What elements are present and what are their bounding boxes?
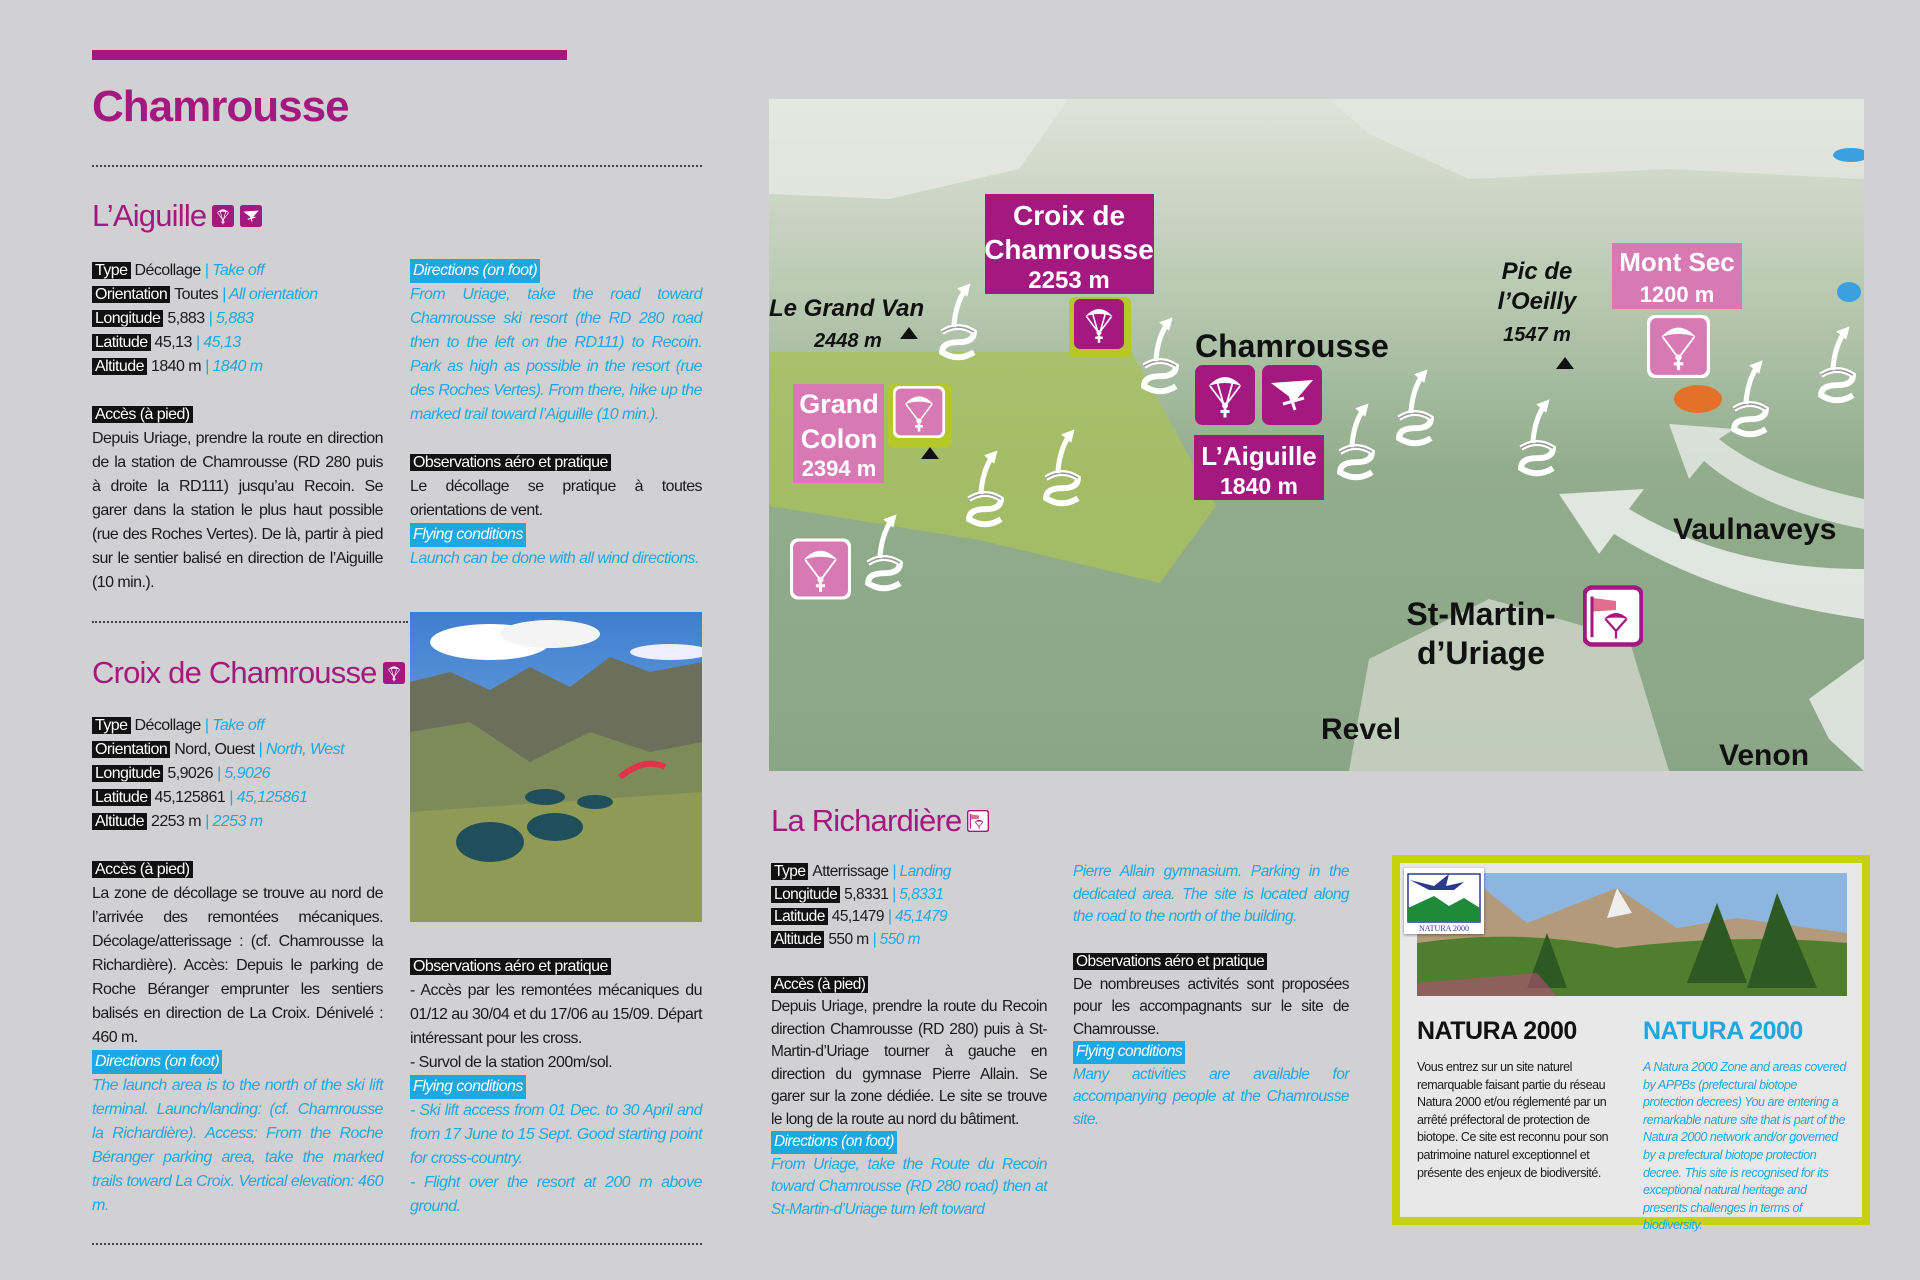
aiguille-left-column bbox=[92, 259, 383, 595]
map-label-grand-colon: Colon bbox=[800, 424, 878, 454]
separator: | bbox=[204, 310, 217, 327]
observations-text: De nombreuses activités sont proposées pour les accompagnants sur le site de Chamrousse. bbox=[1073, 975, 1349, 1038]
map-label-aiguille: L’Aiguille bbox=[1201, 441, 1317, 471]
field-value-en: 1840 m bbox=[212, 358, 263, 375]
flying-conditions-label: Flying conditions bbox=[1073, 1041, 1185, 1064]
map-label-st-martin: St-Martin- bbox=[1406, 596, 1556, 632]
map-label-pic-oeilly: l’Oeilly bbox=[1497, 288, 1577, 315]
map-label-chamrousse: Chamrousse bbox=[1195, 328, 1389, 364]
natura-text-fr: Vous entrez sur un site naturel remarquable faisant partie du réseau Natura 2000 et/ou réglementé par un arrêté préfectoral de protection de biotope. Ce site est reconnu pour son patrimoine naturel exceptionnel et présente des enjeux de biodiversité. bbox=[1417, 1060, 1609, 1180]
directions-text-continued: Pierre Allain gymnasium. Parking in the dedicated area. The site is located along the road to the north of the building. bbox=[1073, 863, 1349, 925]
access-text: Depuis Uriage, prendre la route du Recoin direction Chamrousse (RD 280) puis à St-Martin-d’Uriage tourner à gauche en direction du gymnase Pierre Allain. Se garer sur la zone dédiée. Le site se trouve le long de la route au nord du bâtiment. bbox=[771, 998, 1047, 1128]
field-row-longitude bbox=[92, 762, 383, 786]
paraglider-takeoff-icon bbox=[212, 205, 234, 227]
site-map bbox=[769, 99, 1864, 771]
separator: | bbox=[201, 358, 213, 375]
directions-text: From Uriage, take the road toward Chamrousse ski resort (the RD 280 road then to the left on the RD111) to Recoin. Park as high as possible in the resort (rue des Roches Vertes). From there, hike up the marked trail toward l’Aiguille (10 min.). bbox=[410, 286, 702, 423]
field-label: Type bbox=[92, 717, 131, 734]
section-title-croix bbox=[92, 655, 405, 691]
map-label-aiguille-alt: 1840 m bbox=[1219, 473, 1299, 499]
field-value-fr: Atterrissage bbox=[812, 863, 889, 880]
natura-2000-box bbox=[1392, 855, 1870, 1233]
landing-windsock-icon bbox=[1585, 588, 1642, 645]
field-value-en: Take off bbox=[212, 262, 265, 279]
field-label: Orientation bbox=[92, 741, 170, 758]
map-label-grand-colon: Grand bbox=[799, 389, 879, 419]
map-label-pic-oeilly-alt: 1547 m bbox=[1503, 324, 1571, 346]
observations-label: Observations aéro et pratique bbox=[410, 454, 611, 471]
map-label-mont-sec-alt: 1200 m bbox=[1639, 282, 1715, 307]
field-row-latitude bbox=[771, 906, 1047, 929]
paraglider-takeoff-icon bbox=[1074, 299, 1124, 349]
field-label: Latitude bbox=[92, 334, 151, 351]
map-label-vaulnaveys: Vaulnaveys bbox=[1673, 513, 1837, 546]
divider bbox=[92, 165, 702, 167]
aiguille-fields bbox=[92, 259, 383, 379]
field-value-en: 550 m bbox=[879, 930, 920, 948]
croix-title: Croix de Chamrousse bbox=[92, 655, 377, 690]
field-value-fr: 5,9026 bbox=[167, 765, 213, 782]
field-row-altitude bbox=[92, 810, 383, 834]
paraglider-takeoff-icon bbox=[893, 386, 945, 438]
aiguille-right-column bbox=[410, 259, 702, 571]
separator: | bbox=[225, 789, 237, 806]
croix-fields bbox=[92, 714, 383, 834]
field-value-fr: Décollage bbox=[134, 262, 201, 279]
map-label-grand-colon-alt: 2394 m bbox=[801, 456, 877, 481]
natura-title-en: NATURA 2000 bbox=[1643, 1017, 1803, 1045]
directions-text: From Uriage, take the Route du Recoin toward Chamrousse (RD 280 road) then at St-Martin-d’Uriage turn left toward bbox=[771, 1155, 1047, 1218]
paraglider-takeoff-icon bbox=[1647, 315, 1710, 378]
field-value-en: Landing bbox=[899, 863, 951, 880]
paraglider-takeoff-icon bbox=[1195, 365, 1255, 425]
croix-right-column bbox=[410, 955, 702, 1219]
map-label-croix: Croix de bbox=[1012, 200, 1126, 231]
field-label: Latitude bbox=[92, 789, 151, 806]
paraglider-takeoff-icon bbox=[383, 662, 405, 684]
field-label: Type bbox=[92, 262, 131, 279]
lakes-mountain-photo bbox=[410, 612, 702, 922]
separator: | bbox=[868, 930, 880, 948]
field-value-en: 2253 m bbox=[212, 813, 263, 830]
field-value-en: 45,1479 bbox=[894, 908, 948, 925]
field-label: Longitude bbox=[92, 310, 163, 327]
richardiere-title: La Richardière bbox=[771, 803, 962, 838]
field-value-en: All orientation bbox=[228, 286, 318, 303]
field-value-fr: Nord, Ouest bbox=[174, 741, 255, 758]
access-label: Accès (à pied) bbox=[771, 976, 868, 993]
flying-conditions-text: Many activities are available for accompanying people at the Chamrousse site. bbox=[1073, 1065, 1349, 1128]
field-value-fr: 1840 m bbox=[150, 358, 202, 375]
flying-conditions-label: Flying conditions bbox=[410, 523, 526, 547]
aiguille-title: L’Aiguille bbox=[92, 198, 207, 233]
flying-conditions-text-1: - Ski lift access from 01 Dec. to 30 April and from 17 June to 15 Sept. Good starting point for cross-country. bbox=[410, 1102, 702, 1167]
map-label-st-martin: d’Uriage bbox=[1416, 635, 1546, 671]
svg-text:NATURA 2000: NATURA 2000 bbox=[1418, 924, 1470, 933]
natura-title-fr: NATURA 2000 bbox=[1417, 1017, 1577, 1045]
field-value-en: 5,883 bbox=[216, 310, 254, 327]
field-label: Altitude bbox=[92, 358, 147, 375]
field-label: Altitude bbox=[92, 813, 147, 830]
header-accent-bar bbox=[92, 50, 567, 60]
divider bbox=[92, 1243, 702, 1245]
page-title: Chamrousse bbox=[92, 82, 349, 131]
field-value-fr: Toutes bbox=[174, 286, 219, 303]
flying-conditions-text-2: - Flight over the resort at 200 m above ground. bbox=[410, 1174, 702, 1215]
section-title-richardiere bbox=[771, 803, 989, 839]
observations-text-1: - Accès par les remontées mécaniques du 01/12 au 30/04 et du 17/06 au 15/09. Départ intéressant pour les cross. bbox=[410, 982, 702, 1047]
richardiere-fields bbox=[771, 861, 1047, 951]
directions-text: The launch area is to the north of the ski lift terminal. Launch/landing: (cf. Chamrousse la Richardière). Access: From the Roche Béranger parking area, take the marked trails toward La Croix. Vertical elevation: 460 m. bbox=[92, 1077, 383, 1214]
field-value-en: 5,8331 bbox=[899, 885, 944, 903]
field-value-en: 5,9026 bbox=[224, 765, 271, 782]
separator: | bbox=[254, 741, 266, 758]
hangglider-takeoff-icon bbox=[240, 205, 262, 227]
directions-label: Directions (on foot) bbox=[92, 1050, 222, 1074]
separator: | bbox=[883, 908, 895, 925]
map-label-croix: Chamrousse bbox=[984, 234, 1154, 265]
field-value-fr: 5,8331 bbox=[844, 885, 889, 903]
field-value-en: 45,125861 bbox=[236, 789, 308, 806]
field-label: Longitude bbox=[92, 765, 163, 782]
natura-text-en: A Natura 2000 Zone and areas covered by APPBs (prefectural biotope protection decrees) You are entering a remarkable nature site that is part of the Natura 2000 network and/or governed by a prefectural biotope protection decree. This site is recognised for its exceptional natural heritage and presents challenges in terms of biodiversity. bbox=[1643, 1060, 1846, 1233]
field-row-latitude bbox=[92, 331, 383, 355]
separator: | bbox=[200, 262, 213, 279]
field-value-fr: 550 m bbox=[828, 930, 869, 948]
field-value-en: Take off bbox=[212, 717, 265, 734]
field-value-en: North, West bbox=[265, 741, 344, 758]
observations-label: Observations aéro et pratique bbox=[410, 958, 611, 975]
directions-label: Directions (on foot) bbox=[410, 259, 540, 283]
field-row-type bbox=[92, 259, 383, 283]
field-value-fr: 45,13 bbox=[154, 334, 192, 351]
map-label-pic-oeilly: Pic de bbox=[1501, 258, 1573, 285]
field-row-longitude bbox=[92, 307, 383, 331]
field-value-fr: 45,1479 bbox=[831, 908, 884, 925]
section-title-aiguille bbox=[92, 198, 262, 234]
map-label-revel: Revel bbox=[1321, 713, 1402, 746]
field-label: Type bbox=[771, 863, 808, 880]
access-text: La zone de décollage se trouve au nord de l’arrivée des remontées mécaniques. Décolage/atterissage : (cf. Chamrousse la Richardière). Accès: Depuis le parking de Roche Béranger emprunter les sentiers balisés en direction de La Croix. Dénivelé : 460 m. bbox=[92, 885, 383, 1046]
field-row-type bbox=[92, 714, 383, 738]
separator: | bbox=[191, 334, 204, 351]
separator: | bbox=[218, 286, 229, 303]
access-text: Depuis Uriage, prendre la route en direction de la station de Chamrousse (RD 280 puis à droite la RD111) jusqu’au Recoin. Se garer dans la station le plus haut possible (rue des Roches Vertes). De là, partir à pied sur le sentier balisé en direction de l’Aiguille (10 min.). bbox=[92, 430, 383, 591]
field-label: Latitude bbox=[771, 908, 828, 925]
field-row-longitude bbox=[771, 884, 1047, 907]
field-row-type bbox=[771, 861, 1047, 884]
access-label: Accès (à pied) bbox=[92, 406, 193, 423]
field-row-orientation bbox=[92, 283, 383, 307]
observations-label: Observations aéro et pratique bbox=[1073, 953, 1267, 970]
field-label: Altitude bbox=[771, 931, 824, 948]
directions-label: Directions (on foot) bbox=[771, 1131, 897, 1154]
separator: | bbox=[201, 813, 213, 830]
separator: | bbox=[200, 717, 213, 734]
separator: | bbox=[888, 885, 900, 903]
field-value-fr: 5,883 bbox=[167, 310, 205, 327]
field-row-orientation bbox=[92, 738, 383, 762]
flying-conditions-label: Flying conditions bbox=[410, 1075, 526, 1099]
richardiere-left-column bbox=[771, 861, 1047, 1221]
field-value-en: 45,13 bbox=[203, 334, 241, 351]
observations-text: Le décollage se pratique à toutes orientations de vent. bbox=[410, 478, 702, 519]
field-value-fr: 45,125861 bbox=[154, 789, 226, 806]
separator: | bbox=[888, 863, 900, 880]
field-value-fr: 2253 m bbox=[150, 813, 202, 830]
field-value-fr: Décollage bbox=[134, 717, 201, 734]
field-row-altitude bbox=[92, 355, 383, 379]
map-label-croix-alt: 2253 m bbox=[1028, 267, 1110, 294]
richardiere-right-column bbox=[1073, 861, 1349, 1131]
observations-text-2: - Survol de la station 200m/sol. bbox=[410, 1054, 613, 1071]
field-label: Orientation bbox=[92, 286, 170, 303]
map-label-grand-van-alt: 2448 m bbox=[814, 330, 882, 352]
landing-windsock-icon bbox=[967, 810, 989, 832]
flying-conditions-text: Launch can be done with all wind directions. bbox=[410, 550, 699, 567]
map-label-venon: Venon bbox=[1719, 739, 1810, 771]
map-label-mont-sec: Mont Sec bbox=[1619, 247, 1735, 277]
croix-left-column bbox=[92, 714, 383, 1218]
access-label: Accès (à pied) bbox=[92, 861, 193, 878]
separator: | bbox=[212, 765, 225, 782]
map-label-grand-van: Le Grand Van bbox=[769, 295, 925, 322]
natura-2000-logo bbox=[1404, 868, 1484, 934]
field-label: Longitude bbox=[771, 886, 840, 903]
field-row-latitude bbox=[92, 786, 383, 810]
paraglider-takeoff-icon bbox=[790, 539, 851, 600]
divider bbox=[92, 621, 408, 623]
hangglider-takeoff-icon bbox=[1262, 365, 1322, 425]
field-row-altitude bbox=[771, 929, 1047, 952]
